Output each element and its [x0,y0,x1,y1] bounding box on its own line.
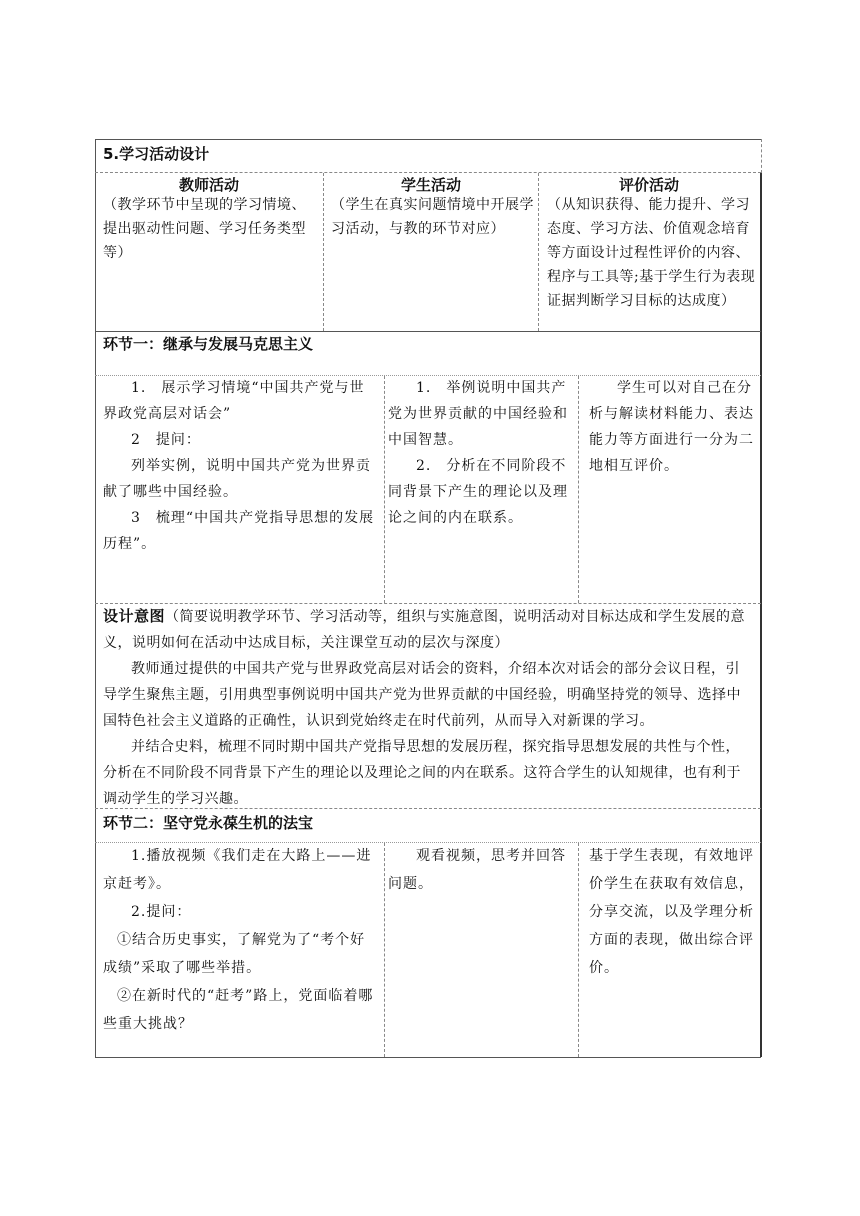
design-intent-paragraph: 并结合史料，梳理不同时期中国共产党指导思想的发展历程，探究指导思想发展的共性与个性，分析在不同阶段不同背景下产生的理论以及理论之间的内在联系。这符合学生的认知规律，也有利于调动学生的学习兴趣。 [103,739,741,807]
col-line-2-seg1 [578,376,579,603]
design-intent-label: 设计意图 [103,607,166,625]
row-line-bottom [95,1057,761,1058]
segment2-teacher-line: ②在新时代的“赶考”路上，党面临着哪些重大挑战？ [103,988,374,1032]
activity-design-table [95,139,763,1059]
col-line-1-seg1 [384,376,385,603]
header-evaluation-desc: （从知识获得、能力提升、学习态度、学习方法、价值观念培育等方面设计过程性评价的内容、程序与工具等;基于学生行为表现证据判断学习目标的达成度） [547,197,756,309]
segment1-teacher-activity [103,375,379,557]
segment1-student-line: 1. 举例说明中国共产党为世界贡献的中国经验和中国智慧。 [388,380,568,448]
segment1-student-line: 2. 分析在不同阶段不同背景下产生的理论以及理论之间的内在联系。 [388,458,568,526]
col-line-2-seg2 [578,843,579,1057]
segment2-evaluation [589,842,757,982]
segment2-teacher-line: 2.提问： [131,904,192,920]
design-intent [103,603,753,812]
segment2-teacher-activity [103,842,379,1038]
segment1-student-activity [388,375,572,531]
header-student-title: 学生活动 [400,176,461,194]
segment1-title: 环节一：继承与发展马克思主义 [103,335,314,353]
col-line-1-seg2 [384,843,385,1057]
right-border-top [761,139,762,173]
segment1-teacher-line: 1. 展示学习情境“中国共产党与世界政党高层对话会” [103,380,365,422]
segment1-teacher-line: 3 梳理“中国共产党指导思想的发展历程”。 [103,510,375,552]
segment2-student-activity [388,842,572,898]
segment2-teacher-line: 1.播放视频《我们走在大路上——进京赶考》。 [103,848,372,892]
header-evaluation-title: 评价活动 [618,176,679,194]
right-border [760,173,762,1057]
segment2-teacher-line: ①结合历史事实，了解党为了“考个好成绩”采取了哪些举措。 [103,932,366,976]
segment1-evaluation-text: 学生可以对自己在分析与解读材料能力、表达能力等方面进行一分为二地相互评价。 [589,380,754,474]
header-student-desc: （学生在真实问题情境中开展学习活动，与教的环节对应） [331,197,534,237]
section-title: 5.学习活动设计 [103,145,210,163]
design-intent-note: （简要说明教学环节、学习活动等，组织与实施意图，说明活动对目标达成和学生发展的意义，说明如何在活动中达成目标，关注课堂互动的层次与深度） [103,609,746,651]
segment2-title: 环节二：坚守党永葆生机的法宝 [103,814,314,832]
design-intent-paragraph: 教师通过提供的中国共产党与世界政党高层对话会的资料，介绍本次对话会的部分会议日程，引导学生聚焦主题，引用典型事例说明中国共产党为世界贡献的中国经验，明确坚持党的领导、选择中国特色社会主义道路的正确性，认识到党始终走在时代前列，从而导入对新课的学习。 [103,661,741,729]
segment1-teacher-line: 列举实例，说明中国共产党为世界贡献了哪些中国经验。 [103,458,371,500]
header-teacher-desc: （教学环节中呈现的学习情境、提出驱动性问题、学习任务类型等） [103,197,306,261]
segment1-teacher-line: 2 提问： [131,432,201,448]
segment2-evaluation-text: 基于学生表现，有效地评价学生在获取有效信息，分享交流，以及学理分析方面的表现，做出综合评价。 [589,848,754,976]
segment1-evaluation [589,375,757,479]
segment2-student-text: 观看视频，思考并回答问题。 [388,848,566,892]
header-teacher-title: 教师活动 [178,176,239,194]
